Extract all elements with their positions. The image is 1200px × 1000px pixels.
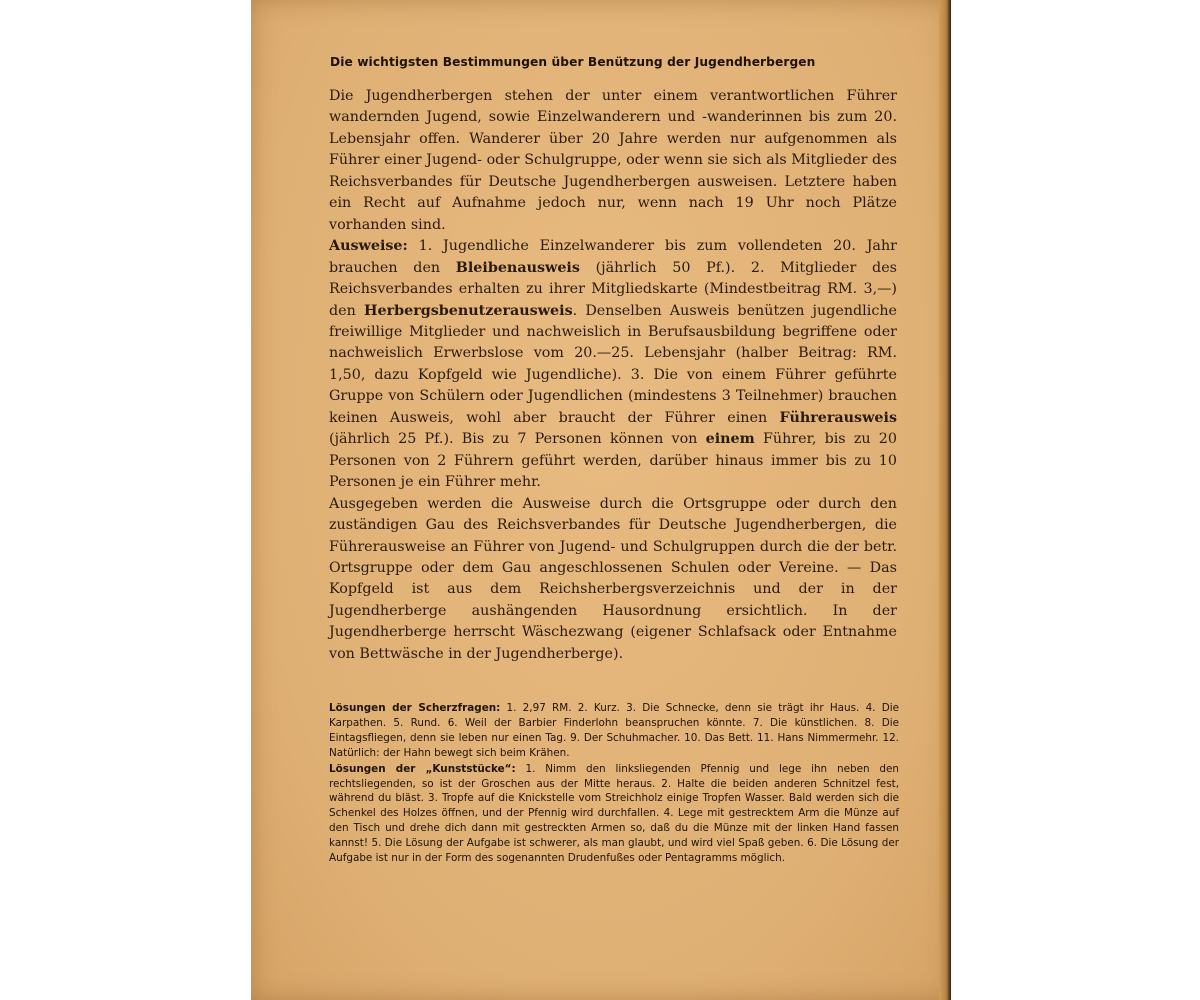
document-title: Die wichtigsten Bestimmungen über Benützung der Jugendherbergen bbox=[330, 55, 816, 69]
kunststuecke-label: Lösungen der „Kunststücke“: bbox=[329, 762, 516, 775]
ausweise-text-a: 1. Jugendliche Einzelwanderer bis zum vollendeten 20. Jahr brauchen den bbox=[329, 238, 897, 276]
term-bleibenausweis: Bleibenausweis bbox=[455, 259, 580, 276]
paragraph-ausgabe: Ausgegeben werden die Ausweise durch die Ortsgruppe oder durch den zuständigen Gau des Reichsverbandes für Deutsche Jugendherbergen, die Führerausweise an Führer von Jugend- und Schulgruppen durch die der betr. Ortsgruppe oder dem Gau angeschlossenen Schulen oder Vereine. — Das Kopfgeld ist aus dem Reichsherbergsverzeichnis und der in der Jugendherberge aushängenden Hausordnung ersichtlich. In der Jugendherberge herrscht Wäschezwang (eigener Schlafsack oder Entnahme von Bettwäsche in der Jugendherberge). bbox=[329, 495, 897, 662]
term-herbergsbenutzerausweis: Herbergsbenutzerausweis bbox=[363, 302, 573, 319]
term-fuehrerausweis: Führerausweis bbox=[779, 409, 897, 426]
solutions-kunststuecke bbox=[329, 762, 899, 866]
ausweise-text-e: Führer, bis zu 20 Personen von 2 Führern geführt werden, darüber hinaus immer bis zu 10 Personen je ein Führer mehr. bbox=[329, 431, 897, 491]
scherzfragen-label: Lösungen der Scherzfragen: bbox=[329, 702, 501, 714]
kunststuecke-text: 1. Nimm den linksliegenden Pfennig und lege ihn neben den rechtsliegenden, so ist der Groschen aus der Mitte heraus. 2. Halte die beiden anderen Schnitzel fest, während du bläst. 3. Tropfe auf die Knickstelle vom Streichholz einige Tropfen Wasser. Bald werden sich die Schenkel des Holzes öffnen, und der Pfennig wird durchfallen. 4. Lege mit gestrecktem Arm die Münze auf den Tisch und drehe dich dann mit gestreckten Armen so, daß du die Münze mit der linken Hand fassen kannst! 5. Die Lösung der Aufgabe ist schwerer, als man glaubt, und wird viel Spaß geben. 6. Die Lösung der Aufgabe ist nur in der Form des sogenannten Drudenfußes oder Pentagramms möglich. bbox=[329, 762, 899, 865]
ausweise-text-c: . Denselben Ausweis benützen jugendliche freiwillige Mitglieder und nachweislich in Berufsausbildung begriffene oder nachweislich Erwerbslose vom 20.—25. Lebensjahr (halber Beitrag: RM. 1,50, dazu Kopfgeld wie Jugendliche). 3. Die von einem Führer geführte Gruppe von Schülern oder Jugendlichen (mindestens 3 Teilnehmer) brauchen keinen Ausweis, wohl aber braucht der Führer einen bbox=[329, 302, 897, 426]
scherzfragen-text: 1. 2,97 RM. 2. Kurz. 3. Die Schnecke, denn sie trägt ihr Haus. 4. Die Karpathen. 5. Rund. 6. Weil der Barbier Finderlohn beanspruchen könnte. 7. Die künstlichen. 8. Die Eintagsfliegen, denn sie leben nur einen Tag. 9. Der Schuhmacher. 10. Das Bett. 11. Hans Nimmermehr. 12. Natürlich: der Hahn bewegt sich beim Krähen. bbox=[329, 702, 899, 759]
rules-body bbox=[329, 86, 897, 665]
ausweise-label: Ausweise: bbox=[329, 238, 408, 255]
page-edge bbox=[939, 0, 951, 1000]
ausweise-text-b: (jährlich 50 Pf.). 2. Mitglieder des Reichsverbandes erhalten zu ihrer Mitgliedskarte (Mindestbeitrag RM. 3,—) den bbox=[329, 259, 897, 319]
paragraph-ausweise bbox=[329, 236, 897, 493]
paragraph-opening: Die Jugendherbergen stehen der unter einem verantwortlichen Führer wandernden Jugend, sowie Einzelwanderern und -wanderinnen bis zum 20. Lebensjahr offen. Wanderer über 20 Jahre werden nur aufgenommen als Führer einer Jugend- oder Schulgruppe, oder wenn sie sich als Mitglieder des Reichsverbandes für Deutsche Jugendherbergen ausweisen. Letztere haben ein Recht auf Aufnahme jedoch nur, wenn nach 19 Uhr noch Plätze vorhanden sind. bbox=[329, 88, 897, 233]
solutions-section bbox=[329, 701, 899, 867]
term-einem: einem bbox=[705, 431, 755, 448]
solutions-scherzfragen bbox=[329, 701, 899, 761]
ausweise-text-d: (jährlich 25 Pf.). Bis zu 7 Personen können von bbox=[329, 431, 706, 448]
